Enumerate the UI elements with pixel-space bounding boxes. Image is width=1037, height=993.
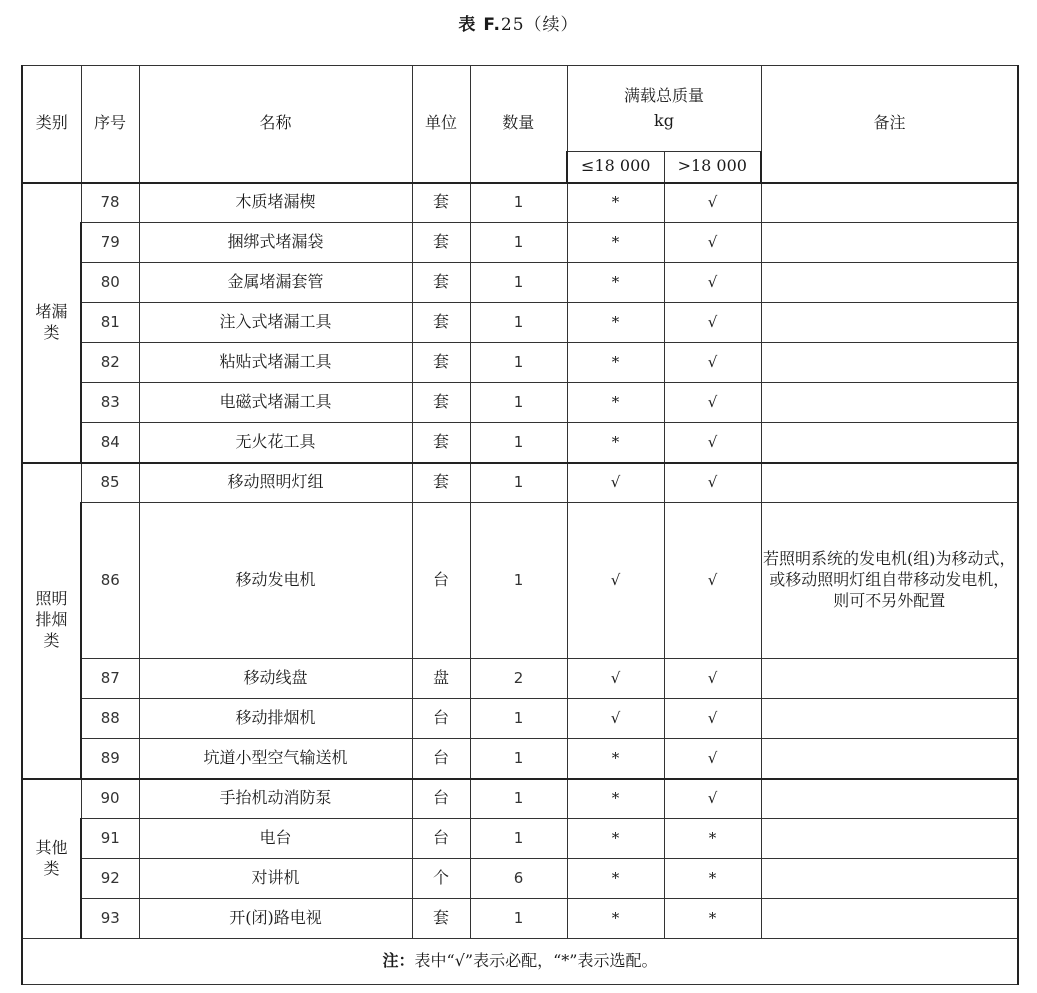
table-row — [22, 859, 1018, 899]
category-line: 类 — [43, 630, 60, 650]
mark-gt-cell: √ — [664, 183, 761, 223]
index-cell: 83 — [81, 383, 139, 423]
quantity-cell: 1 — [470, 383, 567, 423]
index-cell: 79 — [81, 223, 139, 263]
table-row — [22, 699, 1018, 739]
mark-gt-cell: √ — [664, 423, 761, 463]
note-text: 表中“√”表示必配，“*”表示选配。 — [414, 951, 658, 971]
mark-gt-cell: √ — [664, 699, 761, 739]
remark-cell — [761, 859, 1018, 899]
mark-gt-cell: √ — [664, 263, 761, 303]
mark-le-cell: * — [567, 423, 664, 463]
remark-cell — [761, 739, 1018, 779]
unit-cell: 套 — [412, 183, 470, 223]
category-line: 堵漏 — [35, 301, 68, 321]
header-name: 名称 — [139, 66, 412, 183]
table-row — [22, 779, 1018, 819]
quantity-cell: 1 — [470, 739, 567, 779]
mark-le-cell: √ — [567, 503, 664, 659]
index-cell: 82 — [81, 343, 139, 383]
category-cell — [22, 183, 81, 463]
mark-gt-cell: √ — [664, 659, 761, 699]
remark-cell — [761, 303, 1018, 343]
remark-cell — [761, 899, 1018, 939]
name-cell: 手抬机动消防泵 — [139, 779, 412, 819]
remark-cell — [761, 423, 1018, 463]
header-remark: 备注 — [761, 66, 1018, 183]
unit-cell: 台 — [412, 739, 470, 779]
table-title — [0, 10, 1037, 35]
remark-cell — [761, 819, 1018, 859]
remark-cell — [761, 383, 1018, 423]
index-cell: 92 — [81, 859, 139, 899]
mark-gt-cell: √ — [664, 383, 761, 423]
unit-cell: 台 — [412, 503, 470, 659]
table-row — [22, 223, 1018, 263]
name-cell: 移动照明灯组 — [139, 463, 412, 503]
header-mass-label: 满载总质量 — [624, 85, 705, 105]
mark-le-cell: * — [567, 303, 664, 343]
quantity-cell: 1 — [470, 183, 567, 223]
name-cell: 无火花工具 — [139, 423, 412, 463]
mark-gt-cell: * — [664, 899, 761, 939]
quantity-cell: 1 — [470, 779, 567, 819]
quantity-cell: 1 — [470, 263, 567, 303]
mark-gt-cell: * — [664, 859, 761, 899]
index-cell: 81 — [81, 303, 139, 343]
mark-gt-cell: * — [664, 819, 761, 859]
mark-le-cell: * — [567, 859, 664, 899]
unit-cell: 套 — [412, 899, 470, 939]
mark-le-cell: * — [567, 223, 664, 263]
unit-cell: 套 — [412, 463, 470, 503]
quantity-cell: 1 — [470, 423, 567, 463]
remark-cell: 若照明系统的发电机(组)为移动式，或移动照明灯组自带移动发电机，则可不另外配置 — [761, 503, 1018, 659]
table-header — [22, 66, 1018, 183]
quantity-cell: 1 — [470, 343, 567, 383]
category-line: 其他 — [35, 837, 68, 857]
header-category: 类别 — [22, 66, 81, 183]
unit-cell: 套 — [412, 263, 470, 303]
table-row — [22, 423, 1018, 463]
name-cell: 金属堵漏套管 — [139, 263, 412, 303]
table-row — [22, 383, 1018, 423]
table-note — [22, 939, 1018, 985]
table-row — [22, 343, 1018, 383]
mark-gt-cell: √ — [664, 463, 761, 503]
remark-cell — [761, 659, 1018, 699]
equipment-table — [21, 65, 1019, 985]
category-cell — [22, 463, 81, 779]
mark-gt-cell: √ — [664, 343, 761, 383]
mark-le-cell: √ — [567, 463, 664, 503]
unit-cell: 盘 — [412, 659, 470, 699]
mark-gt-cell: √ — [664, 503, 761, 659]
remark-cell — [761, 183, 1018, 223]
remark-cell — [761, 699, 1018, 739]
name-cell: 粘贴式堵漏工具 — [139, 343, 412, 383]
unit-cell: 套 — [412, 303, 470, 343]
table-body — [22, 183, 1018, 939]
remark-cell — [761, 779, 1018, 819]
header-unit: 单位 — [412, 66, 470, 183]
index-cell: 93 — [81, 899, 139, 939]
remark-cell — [761, 463, 1018, 503]
quantity-cell: 1 — [470, 223, 567, 263]
category-cell — [22, 779, 81, 939]
table-title-prefix: 表 F. — [458, 15, 501, 35]
table-row — [22, 899, 1018, 939]
quantity-cell: 1 — [470, 303, 567, 343]
name-cell: 移动排烟机 — [139, 699, 412, 739]
category-line: 照明 — [35, 589, 68, 609]
category-line: 排烟 — [35, 610, 68, 630]
mark-gt-cell: √ — [664, 739, 761, 779]
name-cell: 电磁式堵漏工具 — [139, 383, 412, 423]
index-cell: 90 — [81, 779, 139, 819]
name-cell: 捆绑式堵漏袋 — [139, 223, 412, 263]
table-row — [22, 659, 1018, 699]
mark-gt-cell: √ — [664, 223, 761, 263]
mark-le-cell: √ — [567, 699, 664, 739]
remark-cell — [761, 223, 1018, 263]
name-cell: 木质堵漏楔 — [139, 183, 412, 223]
quantity-cell: 2 — [470, 659, 567, 699]
table-row — [22, 463, 1018, 503]
name-cell: 移动线盘 — [139, 659, 412, 699]
name-cell: 对讲机 — [139, 859, 412, 899]
unit-cell: 台 — [412, 699, 470, 739]
quantity-cell: 1 — [470, 463, 567, 503]
category-line: 类 — [43, 858, 60, 878]
unit-cell: 套 — [412, 343, 470, 383]
table-row — [22, 303, 1018, 343]
mark-le-cell: * — [567, 779, 664, 819]
remark-cell — [761, 343, 1018, 383]
name-cell: 注入式堵漏工具 — [139, 303, 412, 343]
mark-le-cell: √ — [567, 659, 664, 699]
quantity-cell: 1 — [470, 819, 567, 859]
quantity-cell: 1 — [470, 899, 567, 939]
mark-le-cell: * — [567, 899, 664, 939]
index-cell: 80 — [81, 263, 139, 303]
name-cell: 移动发电机 — [139, 503, 412, 659]
index-cell: 91 — [81, 819, 139, 859]
header-mass-unit: kg — [654, 110, 674, 130]
table-row — [22, 739, 1018, 779]
header-mass-le: ≤18 000 — [567, 152, 664, 183]
quantity-cell: 1 — [470, 699, 567, 739]
unit-cell: 个 — [412, 859, 470, 899]
table-row — [22, 183, 1018, 223]
table-row — [22, 819, 1018, 859]
index-cell: 78 — [81, 183, 139, 223]
header-mass-gt: >18 000 — [664, 152, 761, 183]
mark-le-cell: * — [567, 383, 664, 423]
header-mass — [567, 66, 761, 152]
index-cell: 84 — [81, 423, 139, 463]
unit-cell: 台 — [412, 819, 470, 859]
table-row — [22, 263, 1018, 303]
mark-gt-cell: √ — [664, 303, 761, 343]
mark-le-cell: * — [567, 263, 664, 303]
mark-le-cell: * — [567, 343, 664, 383]
index-cell: 88 — [81, 699, 139, 739]
table-row — [22, 503, 1018, 659]
remark-cell — [761, 263, 1018, 303]
index-cell: 86 — [81, 503, 139, 659]
name-cell: 开(闭)路电视 — [139, 899, 412, 939]
unit-cell: 套 — [412, 383, 470, 423]
unit-cell: 台 — [412, 779, 470, 819]
category-line: 类 — [43, 322, 60, 342]
mark-gt-cell: √ — [664, 779, 761, 819]
name-cell: 坑道小型空气输送机 — [139, 739, 412, 779]
name-cell: 电台 — [139, 819, 412, 859]
index-cell: 85 — [81, 463, 139, 503]
mark-le-cell: * — [567, 819, 664, 859]
quantity-cell: 1 — [470, 503, 567, 659]
note-label: 注： — [382, 951, 415, 971]
quantity-cell: 6 — [470, 859, 567, 899]
index-cell: 89 — [81, 739, 139, 779]
unit-cell: 套 — [412, 223, 470, 263]
header-index: 序号 — [81, 66, 139, 183]
header-quantity: 数量 — [470, 66, 567, 183]
mark-le-cell: * — [567, 183, 664, 223]
mark-le-cell: * — [567, 739, 664, 779]
table-title-number: 25（续） — [500, 15, 579, 35]
index-cell: 87 — [81, 659, 139, 699]
unit-cell: 套 — [412, 423, 470, 463]
